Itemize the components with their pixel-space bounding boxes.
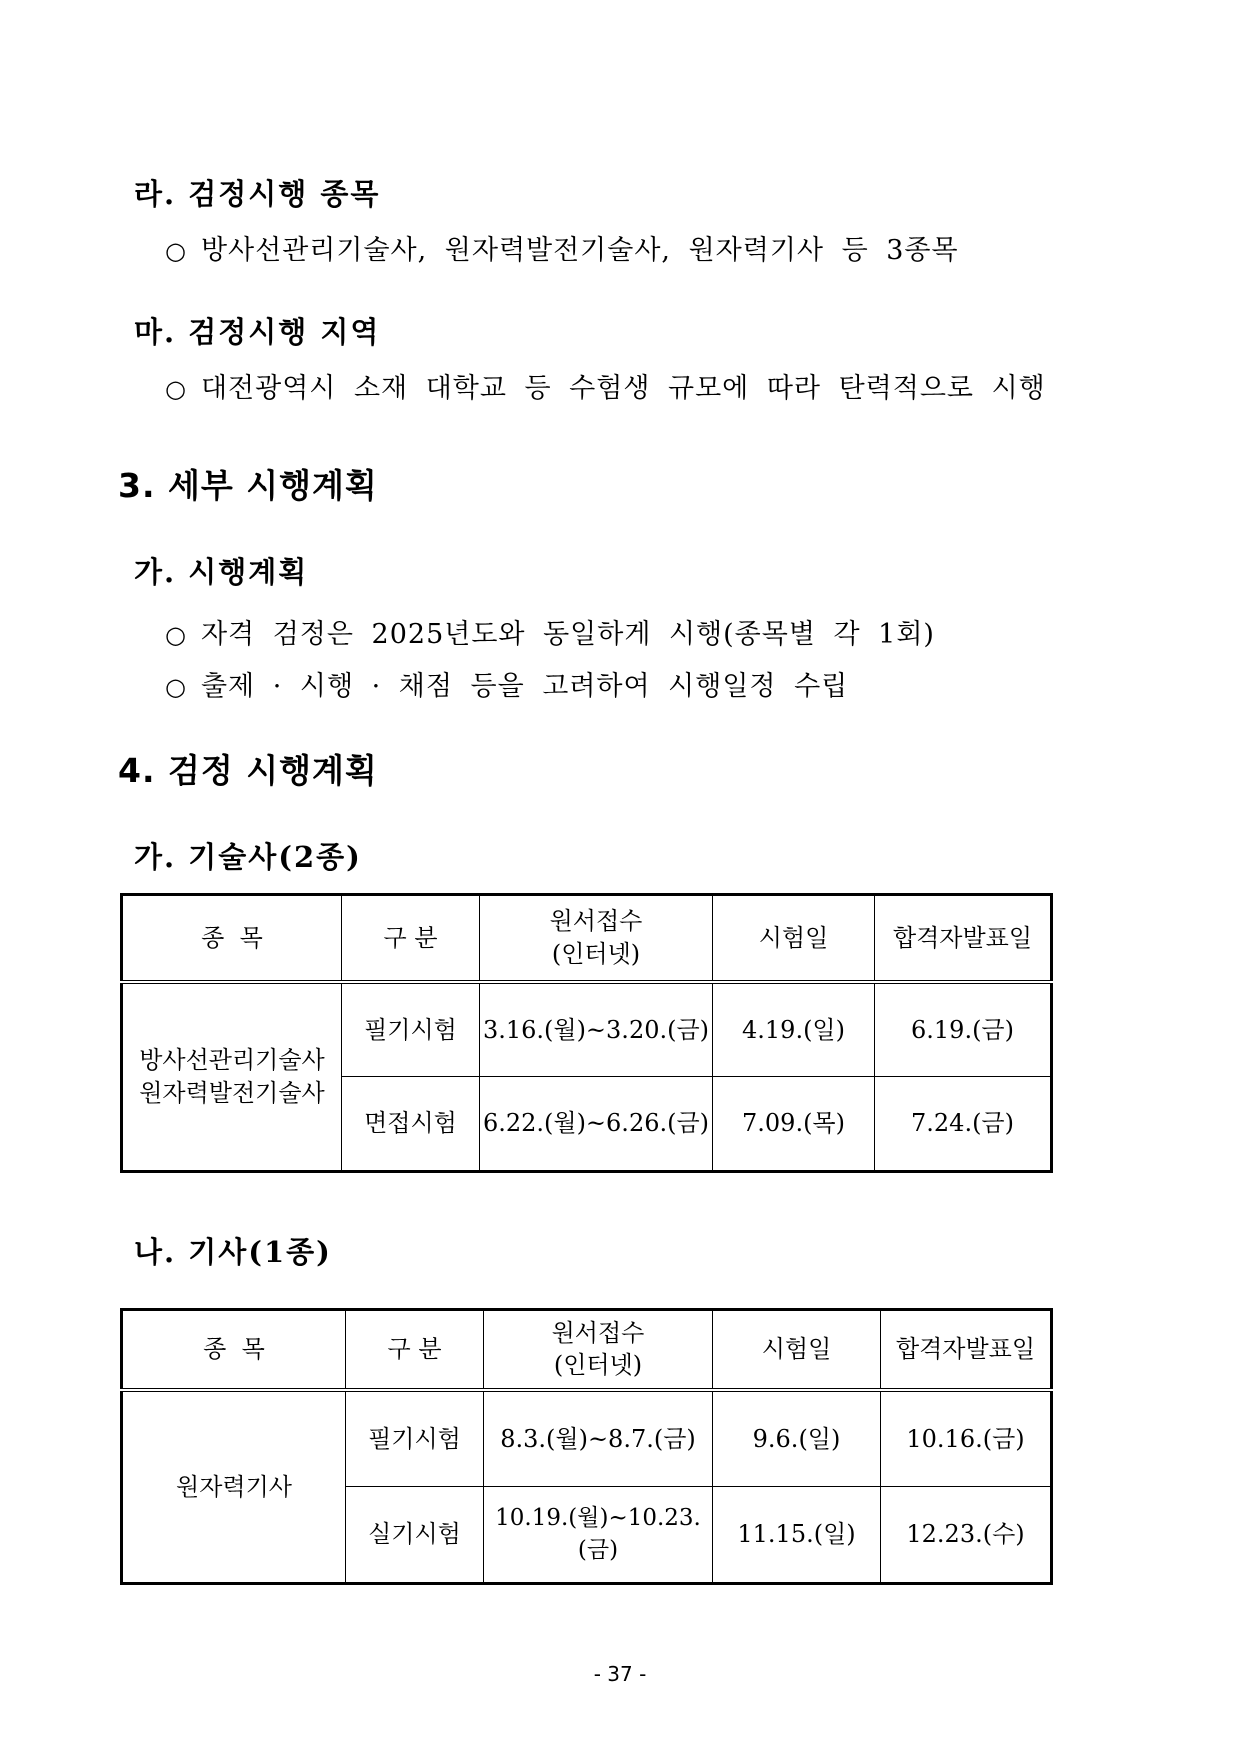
- schedule-table-technician: [120, 1308, 1053, 1585]
- header-item: 종 목: [122, 895, 342, 982]
- section-ra-title: 라. 검정시행 종목: [134, 177, 381, 211]
- section-ma-bullet: [165, 366, 1046, 405]
- table-row: [122, 982, 1052, 1077]
- item-cell: [122, 1390, 346, 1584]
- application-cell: 3.16.(월)~3.20.(금): [480, 982, 713, 1077]
- bullet-text: 대전광역시 소재 대학교 등 수험생 규모에 따라 탄력적으로 시행: [200, 373, 1046, 404]
- section3-bullet-1: [165, 612, 935, 651]
- exam-date-cell: 11.15.(일): [713, 1487, 881, 1584]
- exam-date-cell: 9.6.(일): [713, 1390, 881, 1487]
- header-announcement: 합격자발표일: [881, 1310, 1052, 1390]
- section-ra-bullet: [165, 228, 959, 267]
- application-cell: 6.22.(월)~6.26.(금): [480, 1077, 713, 1172]
- header-application: [480, 895, 713, 982]
- header-item: 종 목: [122, 1310, 346, 1390]
- header-exam-date: 시험일: [713, 895, 875, 982]
- header-division: 구 분: [342, 895, 480, 982]
- bullet-mark: ○: [165, 673, 187, 701]
- page-number: - 37 -: [593, 1662, 647, 1686]
- section-ma-title: 마. 검정시행 지역: [134, 315, 381, 349]
- section3-bullet-2: [165, 664, 848, 703]
- bullet-text: 자격 검정은 2025년도와 동일하게 시행(종목별 각 1회): [200, 619, 935, 650]
- exam-date-cell: 7.09.(목): [713, 1077, 875, 1172]
- header-announcement: 합격자발표일: [875, 895, 1052, 982]
- application-cell: 10.19.(월)~10.23.(금): [484, 1487, 713, 1584]
- table2-title: 나. 기사(1종): [134, 1235, 332, 1269]
- bullet-mark: ○: [165, 375, 187, 403]
- announcement-cell: 10.16.(금): [881, 1390, 1052, 1487]
- bullet-mark: ○: [165, 621, 187, 649]
- item-name-1: 방사선관리기술사: [139, 1046, 325, 1075]
- bullet-text: 방사선관리기술사, 원자력발전기술사, 원자력기사 등 3종목: [200, 235, 959, 266]
- schedule-table-engineer: [120, 893, 1053, 1173]
- exam-date-cell: 4.19.(일): [713, 982, 875, 1077]
- header-application: [484, 1310, 713, 1390]
- announcement-cell: 12.23.(수): [881, 1487, 1052, 1584]
- bullet-mark: ○: [165, 237, 187, 265]
- item-name-1: 원자력기사: [176, 1472, 292, 1501]
- table-row: [122, 1390, 1052, 1487]
- table1-title: 가. 기술사(2종): [134, 840, 362, 874]
- table-header-row: [122, 1310, 1052, 1390]
- announcement-cell: 6.19.(금): [875, 982, 1052, 1077]
- application-cell: 8.3.(월)~8.7.(금): [484, 1390, 713, 1487]
- table-header-row: [122, 895, 1052, 982]
- division-cell: 실기시험: [346, 1487, 484, 1584]
- header-application-line1: 원서접수: [549, 907, 643, 936]
- section3-subheading: 가. 시행계획: [134, 555, 309, 589]
- division-cell: 면접시험: [342, 1077, 480, 1172]
- bullet-text: 출제 · 시행 · 채점 등을 고려하여 시행일정 수립: [200, 671, 849, 702]
- item-cell: [122, 982, 342, 1172]
- item-name-2: 원자력발전기술사: [139, 1078, 325, 1107]
- section4-heading: 4. 검정 시행계획: [118, 751, 378, 790]
- announcement-cell: 7.24.(금): [875, 1077, 1052, 1172]
- division-cell: 필기시험: [346, 1390, 484, 1487]
- header-application-line2: (인터넷): [551, 939, 641, 968]
- header-application-line1: 원서접수: [551, 1318, 645, 1347]
- header-division: 구 분: [346, 1310, 484, 1390]
- division-cell: 필기시험: [342, 982, 480, 1077]
- section3-heading: 3. 세부 시행계획: [118, 466, 378, 505]
- header-application-line2: (인터넷): [553, 1351, 643, 1380]
- header-exam-date: 시험일: [713, 1310, 881, 1390]
